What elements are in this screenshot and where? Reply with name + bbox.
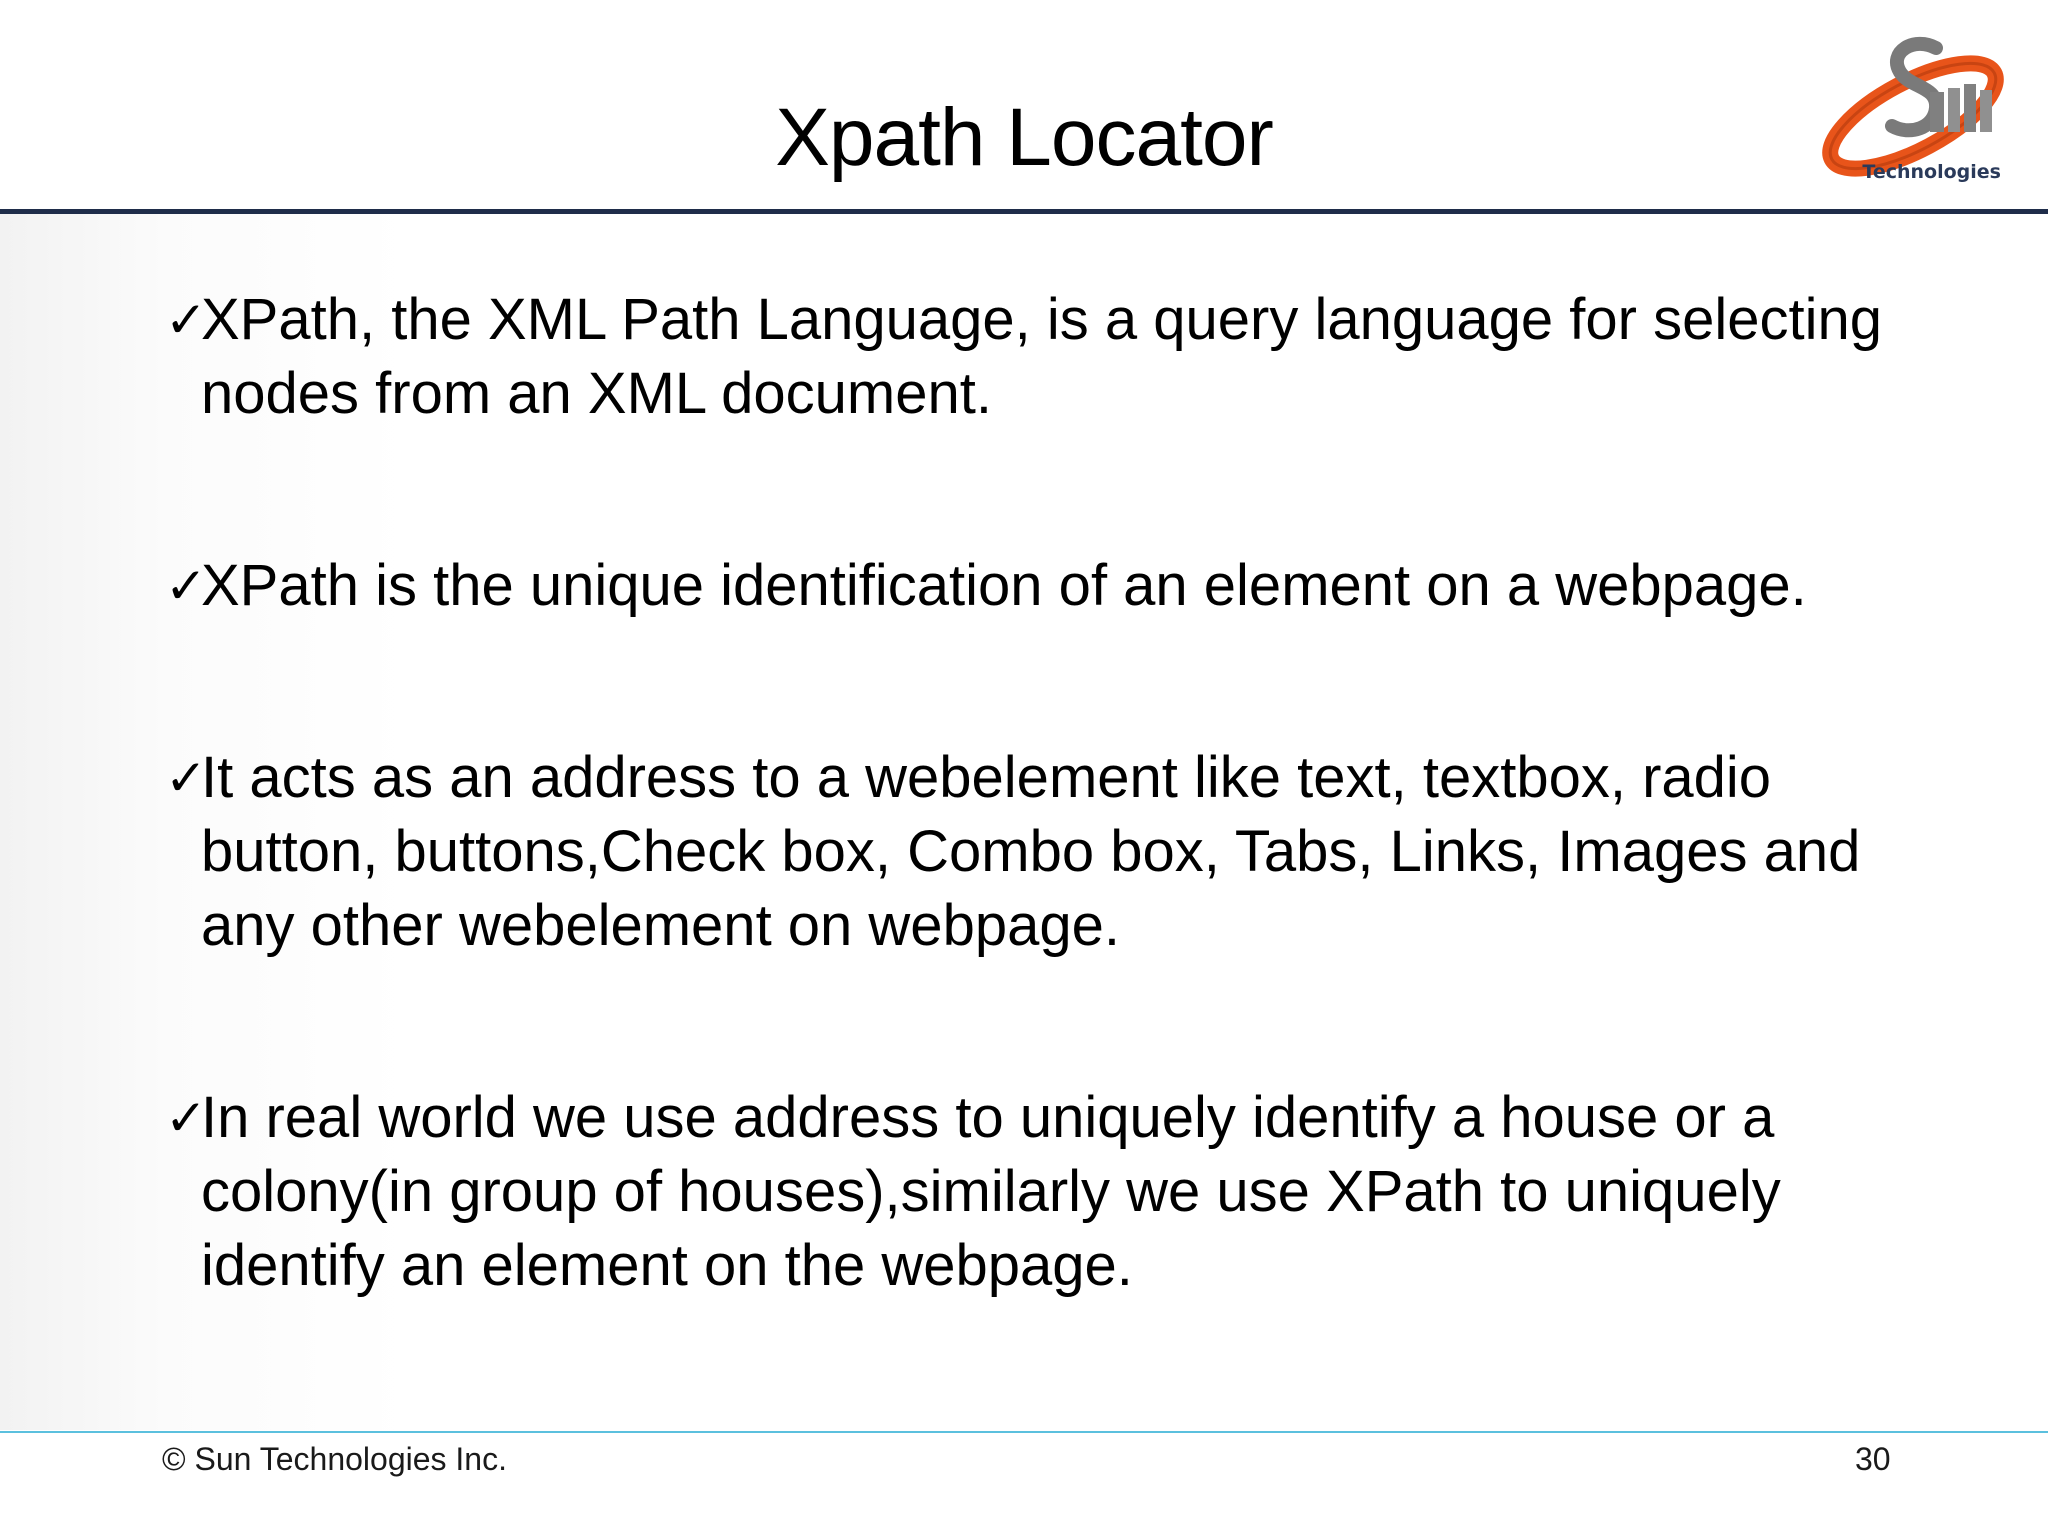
company-logo bbox=[1818, 28, 2018, 188]
footer-copyright: © Sun Technologies Inc. bbox=[162, 1441, 507, 1477]
check-icon: ✓ bbox=[165, 557, 207, 615]
slide-title: Xpath Locator bbox=[775, 92, 1273, 183]
slide-header bbox=[0, 0, 2048, 212]
bullet-item bbox=[165, 549, 1925, 623]
check-icon: ✓ bbox=[165, 291, 207, 349]
page-number: 30 bbox=[1855, 1441, 1891, 1477]
title-divider bbox=[0, 209, 2048, 214]
check-icon: ✓ bbox=[165, 749, 207, 807]
bullet-list bbox=[165, 283, 1925, 1303]
bullet-item bbox=[165, 1081, 1925, 1303]
check-icon: ✓ bbox=[165, 1089, 207, 1147]
bullet-item bbox=[165, 741, 1925, 963]
footer-divider bbox=[0, 1431, 2048, 1433]
logo-wordmark: Technologies bbox=[1862, 161, 2001, 183]
bullet-text: XPath is the unique identification of an element on a webpage. bbox=[201, 553, 1807, 618]
bullet-text: In real world we use address to uniquely identify a house or a colony(in group of houses),similarly we use XPath to uniquely identify an element on the webpage. bbox=[201, 1085, 1781, 1298]
bullet-item bbox=[165, 283, 1925, 431]
bullet-text: It acts as an address to a webelement like text, textbox, radio button, buttons,Check box, Combo box, Tabs, Links, Images and any other webelement on webpage. bbox=[201, 745, 1861, 958]
bullet-text: XPath, the XML Path Language, is a query language for selecting nodes from an XML document. bbox=[201, 287, 1882, 426]
